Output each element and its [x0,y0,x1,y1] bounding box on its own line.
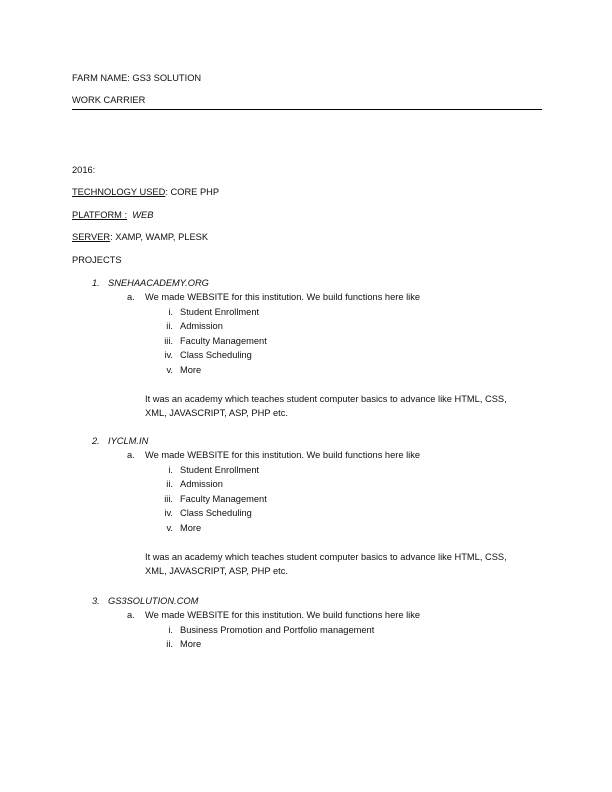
server-label: SERVER [72,232,111,242]
project-description: XML, JAVASCRIPT, ASP, PHP etc. [145,408,288,419]
divider [72,109,542,110]
project-description: It was an academy which teaches student computer basics to advance like HTML, CSS, [145,393,507,404]
feature-item: More [180,364,202,375]
sub-item-text: We made WEBSITE for this institution. We build functions here like [145,292,421,303]
technology-label: TECHNOLOGY USED [72,187,166,197]
section-title: WORK CARRIER [72,95,146,105]
feature-item: Admission [180,321,223,332]
sub-item-letter: a. [127,610,135,621]
feature-item: More [180,522,202,533]
project-name: GS3SOLUTION.COM [108,596,199,606]
feature-numeral: ii. [166,479,173,490]
feature-numeral: i. [168,306,173,317]
project-name: IYCLM.IN [108,436,149,446]
project-description: It was an academy which teaches student computer basics to advance like HTML, CSS, [145,551,507,562]
feature-numeral: ii. [166,321,173,332]
feature-numeral: iv. [164,350,173,361]
platform-line [72,209,153,221]
projects-heading: PROJECTS [72,255,122,265]
feature-item: Class Scheduling [180,350,252,361]
server-line [72,231,208,243]
feature-numeral: iii. [164,335,173,346]
server-value: : XAMP, WAMP, PLESK [110,232,209,242]
technology-line [72,186,219,198]
feature-item: Class Scheduling [180,508,252,519]
feature-item: Student Enrollment [180,306,260,317]
technology-value: : CORE PHP [165,187,220,197]
sub-item-letter: a. [127,292,135,303]
feature-item: Faculty Management [180,335,267,346]
platform-value: WEB [132,210,154,220]
project-number: 1. [92,278,100,288]
feature-numeral: iv. [164,508,173,519]
sub-item-text: We made WEBSITE for this institution. We build functions here like [145,450,421,461]
year: 2016: [72,165,96,175]
project-description: XML, JAVASCRIPT, ASP, PHP etc. [145,566,288,577]
feature-item: Business Promotion and Portfolio management [180,624,375,635]
feature-numeral: i. [168,464,173,475]
feature-numeral: iii. [164,493,173,504]
sub-item-letter: a. [127,450,135,461]
sub-item-text: We made WEBSITE for this institution. We build functions here like [145,610,421,621]
feature-numeral: v. [166,364,173,375]
platform-label: PLATFORM : [72,210,128,220]
feature-item: Admission [180,479,223,490]
feature-item: Faculty Management [180,493,267,504]
feature-numeral: ii. [166,639,173,650]
project-name: SNEHAACADEMY.ORG [108,278,209,288]
project-number: 3. [92,596,100,606]
feature-numeral: v. [166,522,173,533]
project-number: 2. [92,436,100,446]
feature-numeral: i. [168,624,173,635]
feature-item: More [180,639,202,650]
feature-item: Student Enrollment [180,464,260,475]
farm-name: FARM NAME: GS3 SOLUTION [72,73,202,83]
